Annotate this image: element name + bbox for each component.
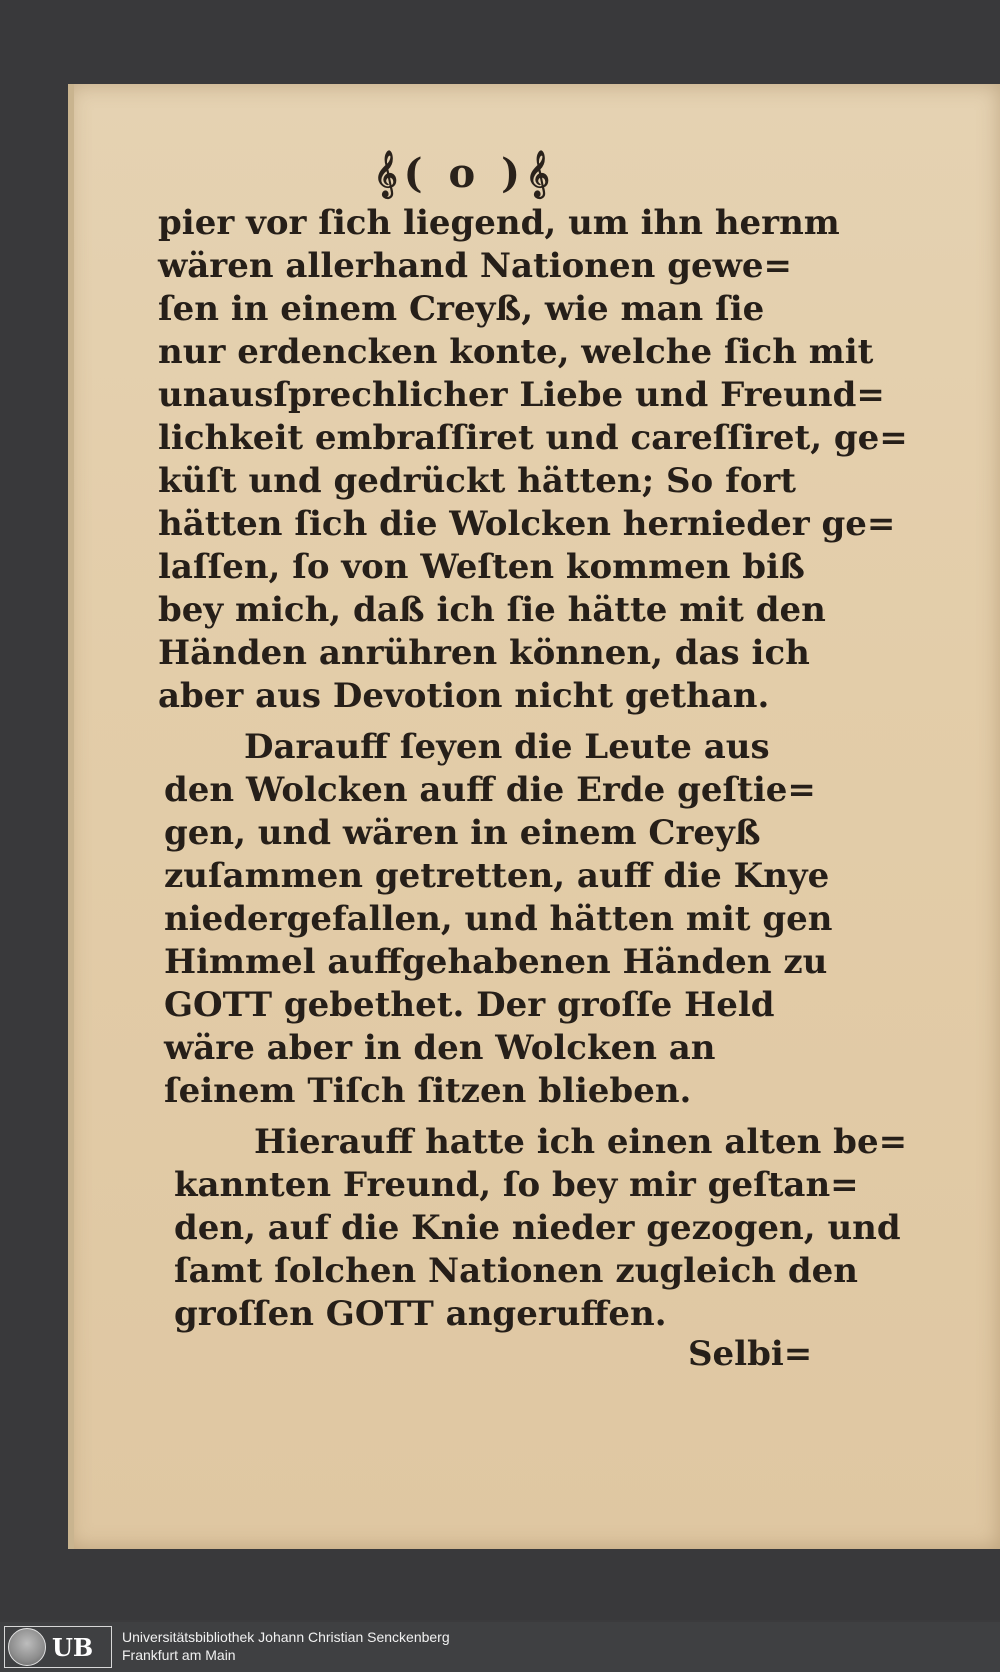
text-line: den Wolcken auff die Erde geſtie= <box>164 770 816 810</box>
text-line: GOTT gebethet. Der groſſe Held <box>164 985 775 1025</box>
paragraph-1 <box>158 202 908 718</box>
text-line: ſen in einem Creyß, wie man ſie <box>158 289 765 329</box>
library-footer <box>0 1622 1000 1672</box>
text-line: groſſen GOTT angeruffen. <box>174 1294 667 1334</box>
paragraph-3 <box>158 1121 908 1336</box>
text-line: lichkeit embraſſiret und careſſiret, ge= <box>158 418 908 458</box>
text-line: gen, und wären in einem Creyß <box>164 813 761 853</box>
text-line: Händen anrühren können, das ich <box>158 633 810 673</box>
text-line: nur erdencken konte, welche ſich mit <box>158 332 874 372</box>
document-page <box>68 84 1000 1549</box>
text-line: Darauff ſeyen die Leute aus <box>244 727 770 767</box>
page-header-ornament <box>68 150 1000 197</box>
page-number-ornament: 𝄞( o )𝄞 <box>374 150 556 197</box>
library-logo[interactable] <box>4 1626 112 1668</box>
text-line: wäre aber in den Wolcken an <box>164 1028 716 1068</box>
paragraph-2 <box>158 726 898 1113</box>
logo-text: UB <box>52 1632 94 1662</box>
text-line: bey mich, daß ich ſie hätte mit den <box>158 590 826 630</box>
library-name <box>122 1628 450 1664</box>
text-line: niedergefallen, und hätten mit gen <box>164 899 833 939</box>
text-line: ſamt ſolchen Nationen zugleich den <box>174 1251 858 1291</box>
text-line: kannten Freund, ſo bey mir geſtan= <box>174 1165 859 1205</box>
seal-icon <box>8 1628 46 1666</box>
text-line: küſt und gedrückt hätten; So fort <box>158 461 796 501</box>
text-line: Hierauff hatte ich einen alten be= <box>254 1122 908 1162</box>
library-name-line2: Frankfurt am Main <box>122 1647 236 1663</box>
text-line: zuſammen getretten, auff die Knye <box>164 856 830 896</box>
text-line: pier vor ſich liegend, um ihn hernm <box>158 203 840 243</box>
text-line: laſſen, ſo von Weſten kommen biß <box>158 547 805 587</box>
text-line: hätten ſich die Wolcken hernieder ge= <box>158 504 896 544</box>
library-name-line1: Universitätsbibliothek Johann Christian Senckenberg <box>122 1629 450 1645</box>
text-line: den, auf die Knie nieder gezogen, und <box>174 1208 901 1248</box>
text-line: aber aus Devotion nicht gethan. <box>158 676 770 716</box>
text-line: Himmel auffgehabenen Händen zu <box>164 942 828 982</box>
body-text <box>158 202 908 1336</box>
catchword: Selbi= <box>688 1334 813 1374</box>
text-line: wären allerhand Nationen gewe= <box>158 246 792 286</box>
text-line: ſeinem Tiſch ſitzen blieben. <box>164 1071 692 1111</box>
text-line: unausſprechlicher Liebe und Freund= <box>158 375 885 415</box>
